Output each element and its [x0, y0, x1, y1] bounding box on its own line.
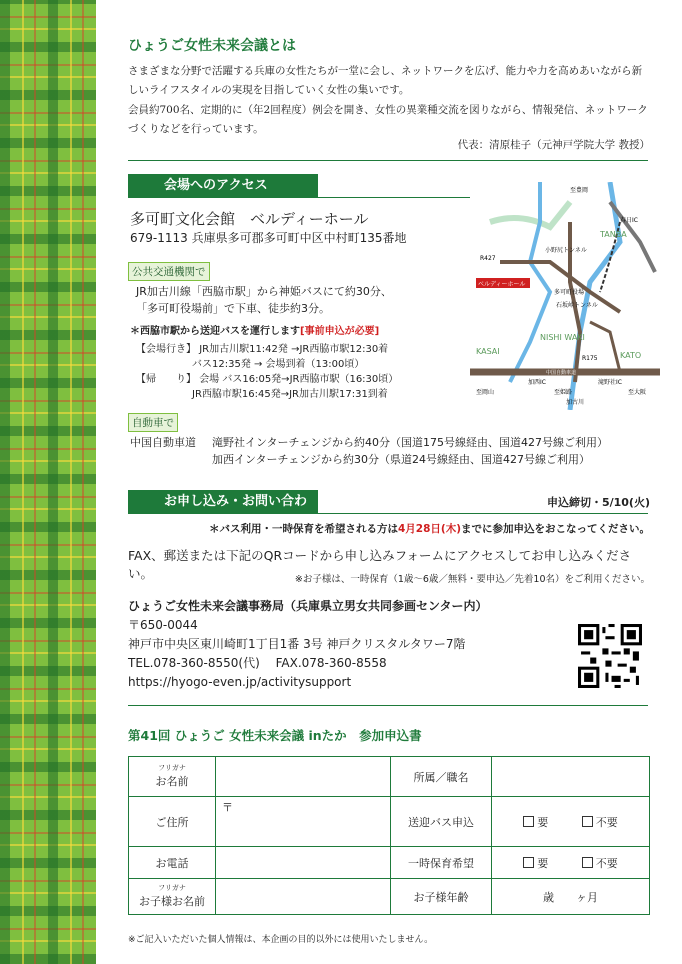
child-name-label: お子様お名前	[139, 895, 205, 908]
zip-mark: 〒	[222, 801, 233, 814]
affiliation-input[interactable]	[492, 757, 650, 797]
map-label: 加古川	[566, 399, 585, 406]
back-line-1: 会場 バス16:05発→JR西脇市駅（16:30頃）	[199, 374, 399, 385]
public-transport-tag: 公共交通機関で	[128, 262, 210, 281]
address-input[interactable]	[216, 797, 391, 847]
map-label: 至大阪	[628, 389, 647, 396]
map-label: 加西IC	[528, 379, 546, 386]
map-label: ベルディーホール	[478, 281, 526, 288]
bus-label: 送迎バス申込	[391, 797, 492, 847]
map-label: 至姫路	[554, 389, 573, 396]
qr-code[interactable]	[578, 624, 642, 688]
divider	[128, 160, 648, 161]
about-paragraph-2: 会員約700名、定期的に（年2回程度）例会を開き、女性の異業種交流を図りながら、情報発信、ネットワークづくりなどを行っています。	[128, 104, 648, 135]
venue-name: 多可町文化会館 ベルディーホール	[130, 210, 369, 228]
furigana-label: フリガナ	[158, 884, 186, 892]
car-tag: 自動車で	[128, 413, 178, 432]
apply-note-text: ＊バス利用・一時保育を希望される方は	[208, 523, 398, 535]
name-label-cell	[129, 757, 216, 797]
car-line-2: 加西インターチェンジから約30分（県道24号線経由、国道427号線ご利用）	[212, 453, 590, 466]
shuttle-schedule	[136, 342, 466, 402]
map-label: R427	[480, 255, 496, 262]
public-text-line: 「多可町役場前」で下車、徒歩約3分。	[136, 302, 330, 315]
affiliation-label: 所属／職名	[391, 757, 492, 797]
privacy-note: ※ご記入いただいた個人情報は、本企画の目的以外には使用いたしません。	[128, 935, 434, 945]
deadline: 申込締切・5/10(火)	[546, 496, 650, 509]
office-tel-fax: TEL.078-360-8550(代) FAX.078-360-8558	[128, 656, 387, 670]
care-noneed-label: 不要	[595, 856, 618, 870]
furigana-label: フリガナ	[158, 764, 186, 772]
back-line-2: JR西脇市駅16:45発→JR加古川駅17:31到着	[192, 389, 388, 400]
apply-note-date: 4月28日(木)	[397, 523, 461, 535]
map-label: NISHI WAKI	[540, 333, 585, 342]
care-need-label: 要	[537, 856, 549, 870]
access-map	[470, 182, 660, 410]
shuttle-note	[130, 324, 379, 339]
divider	[128, 705, 648, 706]
about-title: ひょうご女性未来会議とは	[128, 38, 296, 54]
public-transport-text	[136, 283, 392, 317]
access-title: 会場へのアクセス	[128, 174, 318, 198]
care-options	[492, 847, 650, 879]
go-label: 【会場行き】	[136, 344, 196, 355]
venue-address: 679-1113 兵庫県多可郡多可町中区中村町135番地	[130, 231, 407, 245]
child-name-input[interactable]	[216, 879, 391, 915]
application-form	[128, 756, 650, 915]
map-label: 中国自動車道	[546, 370, 577, 376]
office-url[interactable]: https://hyogo-even.jp/activitysupport	[128, 675, 352, 689]
map-label: 滝野社IC	[598, 379, 622, 386]
divider	[128, 513, 648, 514]
map-label: 至豊岡	[570, 187, 589, 194]
map-label: TANBA	[600, 230, 627, 239]
address-label: ご住所	[129, 797, 216, 847]
map-label: 至岡山	[476, 389, 495, 396]
map-label: R175	[582, 355, 598, 362]
bus-need-label: 要	[537, 815, 549, 829]
name-input[interactable]	[216, 757, 391, 797]
bus-options	[492, 797, 650, 847]
apply-note-text: までに参加申込をおこなってください。	[461, 523, 650, 535]
name-label: お名前	[155, 775, 189, 788]
child-name-label-cell	[129, 879, 216, 915]
about-representative: 代表：清原桂子（元神戸学院大学 教授）	[457, 139, 650, 151]
phone-label: お電話	[129, 847, 216, 879]
form-title: 第41回 ひょうご 女性未来会議 inたか 参加申込書	[128, 728, 422, 743]
bus-noneed-checkbox[interactable]	[582, 816, 618, 829]
care-need-checkbox[interactable]	[523, 857, 548, 870]
bus-noneed-label: 不要	[595, 815, 618, 829]
apply-body: FAX、郵送または下記のQRコードから申し込みフォームにアクセスしてお申し込みください。	[128, 548, 632, 581]
map-label: 春日IC	[620, 217, 638, 224]
map-label: 多可町役場	[554, 289, 585, 296]
go-line-2: バス12:35発 → 会場到着（13:00頃）	[192, 359, 365, 370]
shuttle-requirement: [事前申込が必要]	[300, 326, 380, 337]
apply-note	[209, 521, 650, 536]
office-zip: 〒650-0044	[128, 618, 198, 632]
childcare-note: ※お子様は、一時保育（1歳〜6歳／無料・要申込／先着10名）をご利用ください。	[294, 574, 650, 585]
child-age-label: お子様年齢	[391, 879, 492, 915]
about-paragraph-1: さまざまな分野で活躍する兵庫の女性たちが一堂に会し、ネットワークを広げ、能力や力を高めあいながら新しいライフスタイルの実現を目指していく女性の集いです。	[128, 65, 643, 96]
map-label: KASAI	[476, 347, 500, 356]
map-label: 小野尻トンネル	[545, 247, 587, 254]
office-contact	[128, 616, 465, 692]
bus-need-checkbox[interactable]	[523, 816, 548, 829]
office-address: 神戸市中央区東川崎町1丁目1番 3号 神戸クリスタルタワー7階	[128, 637, 466, 651]
car-road: 中国自動車道	[130, 436, 196, 449]
office-name: ひょうご女性未来会議事務局（兵庫県立男女共同参画センター内）	[128, 599, 488, 613]
care-noneed-checkbox[interactable]	[582, 857, 618, 870]
child-age-input[interactable]: 歳 ヶ月	[492, 879, 650, 915]
back-label: 【帰 り】	[136, 374, 196, 385]
car-directions	[212, 434, 608, 468]
care-label: 一時保育希望	[391, 847, 492, 879]
map-label: KATO	[620, 351, 642, 360]
car-line-1: 滝野社インターチェンジから約40分（国道175号線経由、国道427号線ご利用）	[212, 436, 608, 449]
map-label: 石坂峠トンネル	[556, 302, 598, 309]
apply-title: お申し込み・お問い合わせ	[128, 490, 318, 514]
phone-input[interactable]	[216, 847, 391, 879]
shuttle-note-text: ＊西脇市駅から送迎バスを運行します	[130, 326, 300, 337]
public-text-line: JR加古川線「西脇市駅」から神姫バスにて約30分、	[136, 285, 392, 298]
plaid-border	[0, 0, 96, 964]
go-line-1: JR加古川駅11:42発 →JR西脇市駅12:30着	[199, 344, 389, 355]
